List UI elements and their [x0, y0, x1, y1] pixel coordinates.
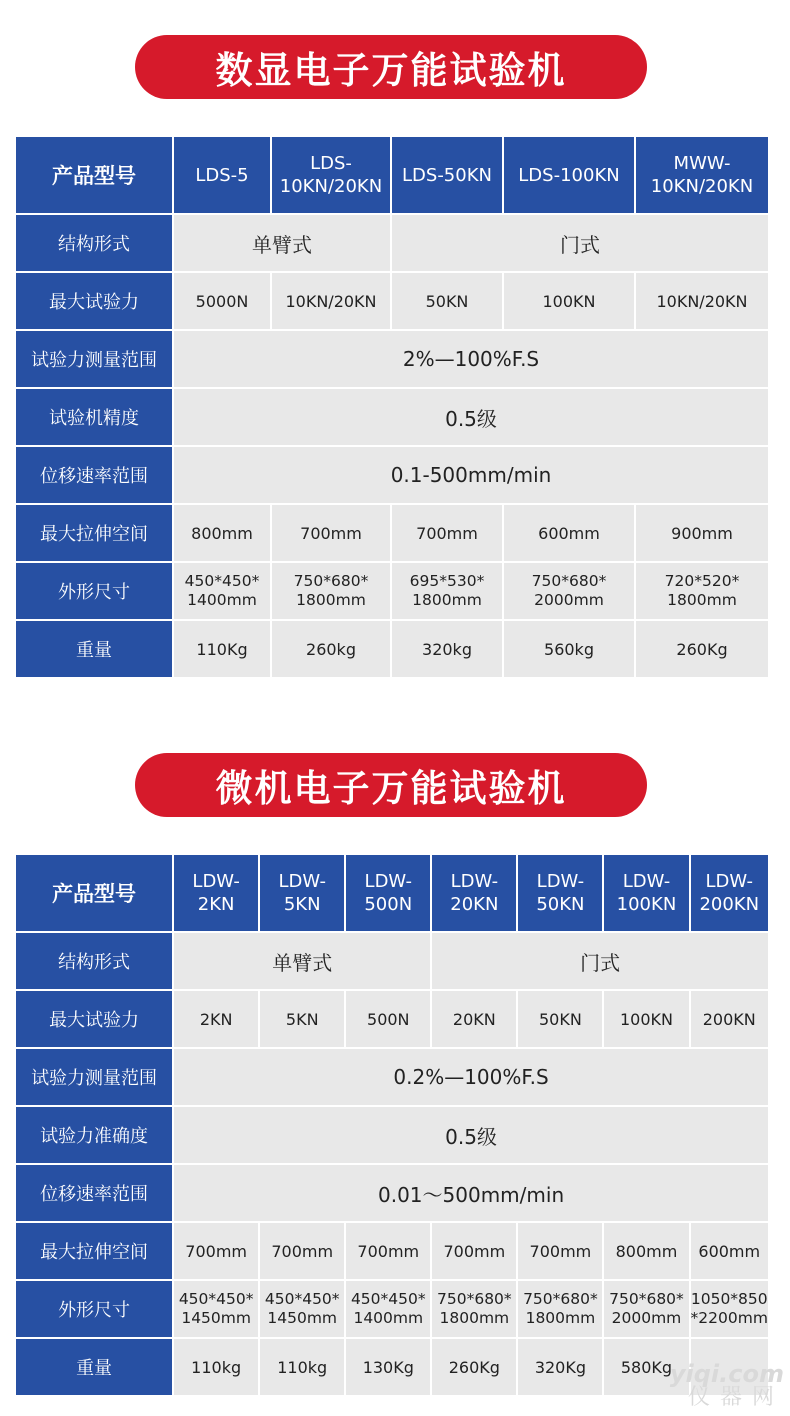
section-microcomputer: [0, 718, 790, 1416]
weight-cell: 260kg: [272, 621, 390, 677]
size-cell: 750*680* 2000mm: [604, 1281, 688, 1337]
row-accuracy: [16, 1107, 768, 1163]
model-cell: LDS-5: [174, 137, 270, 213]
weight-cell: 110kg: [174, 1339, 258, 1395]
speed-value: 0.1-500mm/min: [174, 447, 768, 503]
model-cell: LDS-50KN: [392, 137, 502, 213]
row-max-force: [16, 991, 768, 1047]
size-cell: 750*680* 2000mm: [504, 563, 634, 619]
model-cell: LDS-100KN: [504, 137, 634, 213]
row-label-max-force: 最大试验力: [16, 991, 172, 1047]
row-label-size: 外形尺寸: [16, 1281, 172, 1337]
section-title: 微机电子万能试验机: [135, 753, 647, 817]
max-force-cell: 5000N: [174, 273, 270, 329]
row-structure: [16, 215, 768, 271]
row-label-speed: 位移速率范围: [16, 447, 172, 503]
row-range: [16, 1049, 768, 1105]
weight-cell: 320Kg: [518, 1339, 602, 1395]
space-cell: 600mm: [504, 505, 634, 561]
weight-cell: 560kg: [504, 621, 634, 677]
row-label-accuracy: 试验力准确度: [16, 1107, 172, 1163]
speed-value: 0.01～500mm/min: [174, 1165, 768, 1221]
size-cell: 450*450* 1450mm: [174, 1281, 258, 1337]
max-force-cell: 10KN/20KN: [272, 273, 390, 329]
weight-cell: 110Kg: [174, 621, 270, 677]
structure-single: 单臂式: [174, 933, 430, 989]
model-cell: LDW- 2KN: [174, 855, 258, 931]
model-cell: LDW- 50KN: [518, 855, 602, 931]
row-accuracy: [16, 389, 768, 445]
max-force-cell: 10KN/20KN: [636, 273, 768, 329]
structure-gate: 门式: [392, 215, 768, 271]
row-model: [16, 855, 768, 931]
weight-cell: 580Kg: [604, 1339, 688, 1395]
row-range: [16, 331, 768, 387]
weight-cell: 110kg: [260, 1339, 344, 1395]
space-cell: 700mm: [260, 1223, 344, 1279]
row-label-weight: 重量: [16, 621, 172, 677]
row-label-space: 最大拉伸空间: [16, 505, 172, 561]
space-cell: 700mm: [272, 505, 390, 561]
space-cell: 900mm: [636, 505, 768, 561]
row-structure: [16, 933, 768, 989]
row-space: [16, 505, 768, 561]
row-model: [16, 137, 768, 213]
row-label-structure: 结构形式: [16, 215, 172, 271]
max-force-cell: 200KN: [691, 991, 769, 1047]
row-speed: [16, 447, 768, 503]
model-cell: LDW- 100KN: [604, 855, 688, 931]
row-size: [16, 1281, 768, 1337]
max-force-cell: 100KN: [504, 273, 634, 329]
size-cell: 1050*850 *2200mm: [691, 1281, 769, 1337]
max-force-cell: 500N: [346, 991, 430, 1047]
model-cell: MWW- 10KN/20KN: [636, 137, 768, 213]
row-label-speed: 位移速率范围: [16, 1165, 172, 1221]
max-force-cell: 50KN: [518, 991, 602, 1047]
space-cell: 800mm: [174, 505, 270, 561]
max-force-cell: 20KN: [432, 991, 516, 1047]
watermark-line1: yiqi.com: [669, 1360, 784, 1388]
accuracy-value: 0.5级: [174, 389, 768, 445]
section-title: 数显电子万能试验机: [135, 35, 647, 99]
row-speed: [16, 1165, 768, 1221]
row-max-force: [16, 273, 768, 329]
row-size: [16, 563, 768, 619]
model-cell: LDW- 20KN: [432, 855, 516, 931]
weight-cell: 260Kg: [636, 621, 768, 677]
section-digital-display: [0, 0, 790, 700]
row-label-model: 产品型号: [16, 137, 172, 213]
range-value: 2%—100%F.S: [174, 331, 768, 387]
size-cell: 720*520* 1800mm: [636, 563, 768, 619]
row-weight: [16, 621, 768, 677]
space-cell: 600mm: [691, 1223, 769, 1279]
space-cell: 700mm: [346, 1223, 430, 1279]
weight-cell: 320kg: [392, 621, 502, 677]
space-cell: 700mm: [174, 1223, 258, 1279]
watermark-line2: 仪器网: [687, 1385, 784, 1410]
accuracy-value: 0.5级: [174, 1107, 768, 1163]
model-cell: LDW- 5KN: [260, 855, 344, 931]
size-cell: 450*450* 1450mm: [260, 1281, 344, 1337]
weight-cell: 130Kg: [346, 1339, 430, 1395]
space-cell: 800mm: [604, 1223, 688, 1279]
max-force-cell: 50KN: [392, 273, 502, 329]
range-value: 0.2%—100%F.S: [174, 1049, 768, 1105]
space-cell: 700mm: [392, 505, 502, 561]
space-cell: 700mm: [518, 1223, 602, 1279]
size-cell: 450*450* 1400mm: [346, 1281, 430, 1337]
model-cell: LDW- 200KN: [691, 855, 769, 931]
size-cell: 750*680* 1800mm: [432, 1281, 516, 1337]
size-cell: 750*680* 1800mm: [272, 563, 390, 619]
max-force-cell: 100KN: [604, 991, 688, 1047]
model-cell: LDW- 500N: [346, 855, 430, 931]
row-label-accuracy: 试验机精度: [16, 389, 172, 445]
size-cell: 750*680* 1800mm: [518, 1281, 602, 1337]
model-cell: LDS- 10KN/20KN: [272, 137, 390, 213]
max-force-cell: 2KN: [174, 991, 258, 1047]
spec-table: [14, 135, 770, 679]
watermark: [670, 1362, 784, 1410]
weight-cell: 260Kg: [432, 1339, 516, 1395]
row-label-range: 试验力测量范围: [16, 331, 172, 387]
row-label-range: 试验力测量范围: [16, 1049, 172, 1105]
row-label-max-force: 最大试验力: [16, 273, 172, 329]
size-cell: 695*530* 1800mm: [392, 563, 502, 619]
row-label-model: 产品型号: [16, 855, 172, 931]
max-force-cell: 5KN: [260, 991, 344, 1047]
structure-single: 单臂式: [174, 215, 390, 271]
row-label-weight: 重量: [16, 1339, 172, 1395]
row-weight: [16, 1339, 768, 1395]
structure-gate: 门式: [432, 933, 768, 989]
spec-table: [14, 853, 770, 1397]
row-label-structure: 结构形式: [16, 933, 172, 989]
space-cell: 700mm: [432, 1223, 516, 1279]
size-cell: 450*450* 1400mm: [174, 563, 270, 619]
row-label-space: 最大拉伸空间: [16, 1223, 172, 1279]
row-label-size: 外形尺寸: [16, 563, 172, 619]
row-space: [16, 1223, 768, 1279]
